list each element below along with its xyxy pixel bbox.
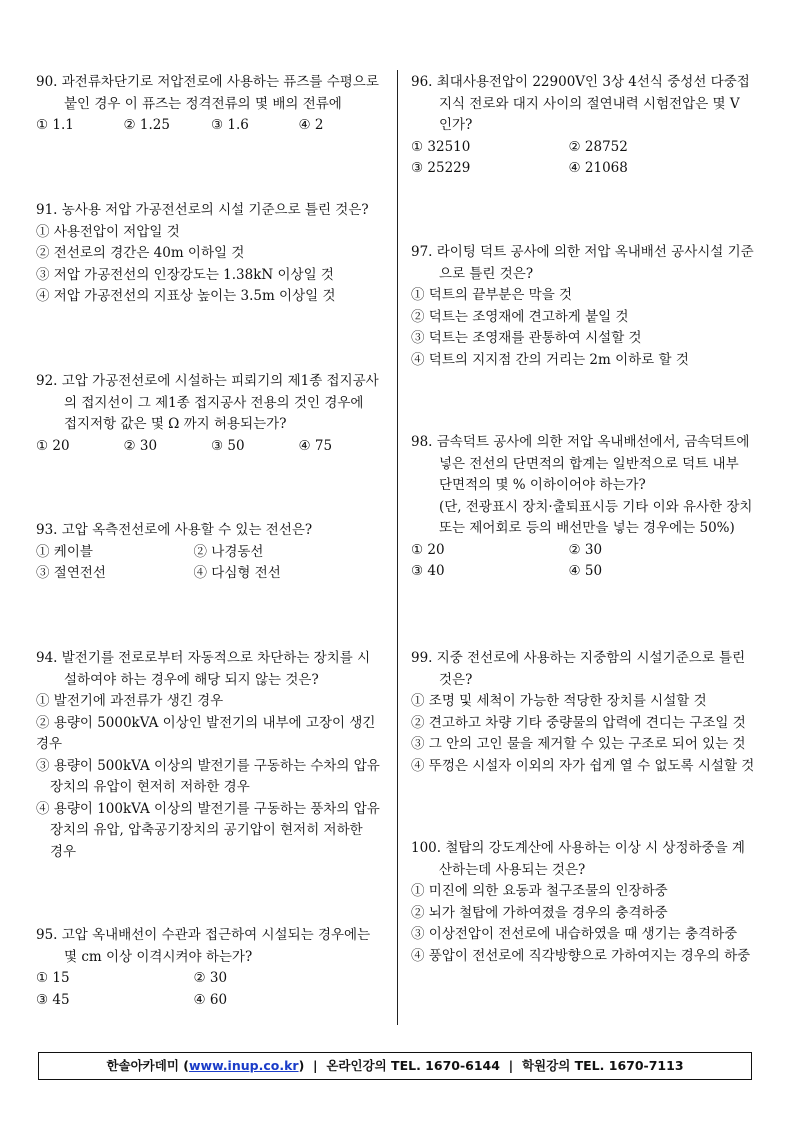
choice-3[interactable]: ③ 그 안의 고인 물을 제거할 수 있는 구조로 되어 있는 것 bbox=[411, 736, 746, 752]
choice-1[interactable]: ① 1.1 bbox=[36, 117, 74, 133]
question-text: 접지저항 값은 몇 Ω 까지 허용되는가? bbox=[64, 416, 287, 432]
choice-text-cont: 경우 bbox=[36, 736, 63, 752]
choice-text-cont: 경우 bbox=[50, 843, 77, 860]
footer-separator: | bbox=[313, 1058, 318, 1073]
choice-2[interactable]: ② 전선로의 경간은 40m 이하일 것 bbox=[36, 245, 245, 261]
choice-3[interactable]: ③ 절연전선 bbox=[36, 565, 106, 581]
question-text: 94. 발전기를 전로로부터 자동적으로 차단하는 장치를 시 bbox=[36, 650, 371, 666]
question-text: 100. 철탑의 강도계산에 사용하는 이상 시 상정하중을 계 bbox=[411, 840, 745, 856]
footer-separator: | bbox=[508, 1058, 514, 1073]
choice-3[interactable]: ③ 1.6 bbox=[211, 117, 249, 133]
question-text: 99. 지중 전선로에 사용하는 지중함의 시설기준으로 틀린 bbox=[411, 650, 746, 666]
choice-1[interactable]: ① 20 bbox=[411, 541, 445, 558]
question-text: 의 접지선이 그 제1종 접지공사 전용의 것인 경우에 bbox=[64, 394, 364, 411]
question-text: 93. 고압 옥측전선로에 사용할 수 있는 전선은? bbox=[36, 522, 313, 538]
choices bbox=[411, 137, 761, 159]
choice-4[interactable]: ④ 75 bbox=[298, 437, 333, 454]
choice-4[interactable]: ④ 덕트의 지지점 간의 거리는 2m 이하로 할 것 bbox=[411, 351, 689, 368]
question-text: 산하는데 사용되는 것은? bbox=[439, 861, 586, 878]
choice-1[interactable]: ① 발전기에 과전류가 생긴 경우 bbox=[36, 693, 224, 709]
choice-text-cont: 장치의 유압이 현저히 저하한 경우 bbox=[50, 779, 250, 795]
question-text: 91. 농사용 저압 가공전선로의 시설 기준으로 틀린 것은? bbox=[36, 202, 369, 218]
choices bbox=[36, 115, 386, 137]
choice-3[interactable]: ③ 25229 bbox=[411, 160, 471, 176]
column-divider bbox=[397, 70, 398, 1025]
question-99 bbox=[411, 648, 761, 777]
choice-4[interactable]: ④ 다심형 전선 bbox=[193, 565, 281, 581]
question-text: 붙인 경우 이 퓨즈는 정격전류의 몇 배의 전류에 bbox=[64, 95, 342, 112]
choice-4[interactable]: ④ 50 bbox=[568, 563, 603, 579]
choice-2[interactable]: ② 뇌가 철탑에 가하여졌을 경우의 충격하중 bbox=[411, 904, 668, 921]
choices bbox=[411, 158, 761, 180]
question-note: (단, 전광표시 장치·출퇴표시등 기타 이와 유사한 장치 bbox=[439, 498, 753, 515]
choice-1[interactable]: ① 조명 및 세척이 가능한 적당한 장치를 시설할 것 bbox=[411, 693, 707, 709]
question-91 bbox=[36, 200, 386, 308]
choices bbox=[36, 990, 386, 1012]
question-text: 92. 고압 가공전선로에 시설하는 피뢰기의 제1종 접지공사 bbox=[36, 373, 379, 389]
choice-4[interactable]: ④ 21068 bbox=[568, 160, 628, 176]
choice-4[interactable] bbox=[36, 799, 386, 864]
question-note: 또는 제어회로 등의 배선만을 넣는 경우에는 50%) bbox=[439, 520, 735, 536]
choice-text: ④ 용량이 100kVA 이상의 발전기를 구동하는 풍차의 압유 bbox=[36, 800, 380, 817]
question-text: 98. 금속덕트 공사에 의한 저압 옥내배선에서, 금속덕트에 bbox=[411, 434, 750, 450]
choice-2[interactable]: ② 30 bbox=[123, 437, 158, 454]
footer-paren: ) bbox=[298, 1058, 305, 1073]
choice-4[interactable]: ④ 뚜껑은 시설자 이외의 자가 쉽게 열 수 없도록 시설할 것 bbox=[411, 757, 755, 774]
choice-2[interactable]: ② 덕트는 조영재에 견고하게 붙일 것 bbox=[411, 308, 629, 325]
question-text: 몇 cm 이상 이격시켜야 하는가? bbox=[64, 948, 253, 965]
question-text: 96. 최대사용전압이 22900V인 3상 4선식 중성선 다중접 bbox=[411, 74, 750, 90]
choice-3[interactable]: ③ 45 bbox=[36, 991, 70, 1008]
choice-1[interactable]: ① 15 bbox=[36, 970, 70, 986]
choices bbox=[36, 563, 386, 585]
question-95 bbox=[36, 925, 386, 1011]
question-text: 90. 과전류차단기로 저압전로에 사용하는 퓨즈를 수평으로 bbox=[36, 74, 379, 90]
choices bbox=[36, 436, 386, 458]
question-text: 95. 고압 옥내배선이 수관과 접근하여 시설되는 경우에는 bbox=[36, 927, 371, 943]
question-text: 것은? bbox=[439, 671, 473, 688]
choice-2[interactable]: ② 1.25 bbox=[123, 117, 170, 133]
choice-text: ③ 용량이 500kVA 이상의 발전기를 구동하는 수차의 압유 bbox=[36, 757, 380, 774]
choice-3[interactable]: ③ 40 bbox=[411, 563, 445, 579]
choice-2[interactable] bbox=[36, 713, 386, 756]
question-94 bbox=[36, 648, 386, 863]
choice-4[interactable]: ④ 2 bbox=[298, 117, 324, 133]
question-96 bbox=[411, 72, 761, 180]
choice-3[interactable]: ③ 덕트는 조영재를 관통하여 시설할 것 bbox=[411, 330, 642, 346]
footer-banner bbox=[38, 1052, 752, 1080]
question-93 bbox=[36, 520, 386, 585]
choice-1[interactable]: ① 32510 bbox=[411, 138, 471, 155]
footer-online-tel: 온라인강의 TEL. 1670-6144 bbox=[326, 1058, 500, 1073]
question-100 bbox=[411, 838, 761, 967]
question-text: 으로 틀린 것은? bbox=[439, 265, 534, 282]
question-98 bbox=[411, 432, 761, 583]
choices bbox=[36, 542, 386, 564]
choice-3[interactable] bbox=[36, 756, 386, 799]
choice-3[interactable]: ③ 50 bbox=[211, 437, 245, 454]
choice-1[interactable]: ① 덕트의 끝부분은 막을 것 bbox=[411, 287, 573, 303]
footer-offline-tel: 학원강의 TEL. 1670-7113 bbox=[521, 1058, 684, 1073]
choice-3[interactable]: ③ 저압 가공전선의 인장강도는 1.38kN 이상일 것 bbox=[36, 266, 334, 283]
question-text: 넣은 전선의 단면적의 합계는 일반적으로 덕트 내부 bbox=[439, 455, 739, 472]
question-92 bbox=[36, 371, 386, 457]
choice-3[interactable]: ③ 이상전압이 전선로에 내습하였을 때 생기는 충격하중 bbox=[411, 926, 738, 942]
choice-2[interactable]: ② 30 bbox=[568, 541, 603, 558]
choice-text: ② 용량이 5000kVA 이상인 발전기의 내부에 고장이 생긴 bbox=[36, 714, 376, 731]
choice-1[interactable]: ① 사용전압이 저압일 것 bbox=[36, 223, 180, 240]
choices bbox=[411, 561, 761, 583]
footer-academy: 한솔아카데미 ( bbox=[106, 1058, 189, 1073]
choice-2[interactable]: ② 견고하고 차량 기타 중량물의 압력에 견디는 구조일 것 bbox=[411, 714, 746, 731]
choice-2[interactable]: ② 28752 bbox=[568, 138, 628, 155]
choice-4[interactable]: ④ 저압 가공전선의 지표상 높이는 3.5m 이상일 것 bbox=[36, 288, 336, 304]
choice-text-cont: 장치의 유압, 압축공기장치의 공기압이 현저히 저하한 bbox=[50, 822, 363, 838]
choice-1[interactable]: ① 케이블 bbox=[36, 543, 93, 560]
choice-4[interactable]: ④ 풍압이 전선로에 직각방향으로 가하여지는 경우의 하중 bbox=[411, 947, 751, 964]
question-text: 인가? bbox=[439, 117, 473, 133]
choice-2[interactable]: ② 30 bbox=[193, 970, 228, 986]
question-text: 단면적의 몇 % 이하이어야 하는가? bbox=[439, 477, 646, 493]
choice-1[interactable]: ① 미진에 의한 요동과 철구조물의 인장하중 bbox=[411, 883, 668, 899]
question-text: 지식 전로와 대지 사이의 절연내력 시험전압은 몇 V bbox=[439, 95, 740, 112]
footer-website-link[interactable]: www.inup.co.kr bbox=[188, 1058, 299, 1073]
choices bbox=[411, 540, 761, 562]
choice-4[interactable]: ④ 60 bbox=[193, 991, 228, 1008]
question-97 bbox=[411, 242, 761, 371]
question-text: 97. 라이팅 덕트 공사에 의한 저압 옥내배선 공사시설 기준 bbox=[411, 244, 754, 260]
choices bbox=[36, 968, 386, 990]
question-text: 설하여야 하는 경우에 해당 되지 않는 것은? bbox=[64, 671, 319, 688]
question-90 bbox=[36, 72, 386, 137]
choice-1[interactable]: ① 20 bbox=[36, 437, 70, 454]
choice-2[interactable]: ② 나경동선 bbox=[193, 543, 264, 560]
